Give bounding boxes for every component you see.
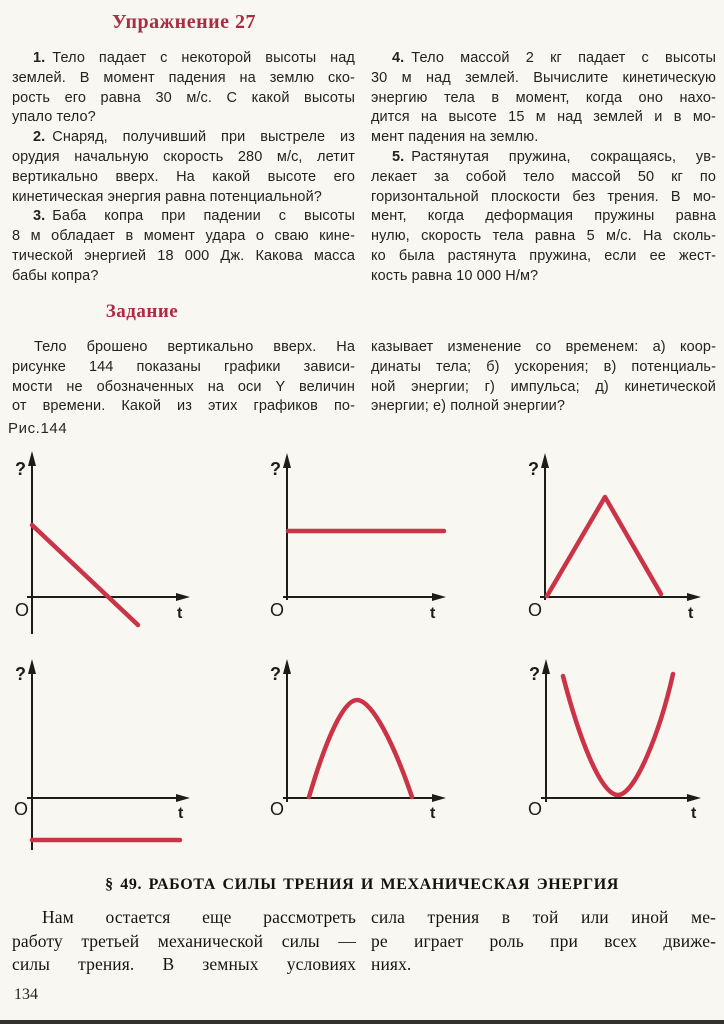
y-axis-label: ? [270, 664, 281, 684]
text-line: орудия начальную скорость 280 м/с, летит [12, 148, 355, 165]
y-axis-label: ? [15, 664, 26, 684]
text-line: горизонтальной плоскости без трения. В мо- [371, 188, 716, 205]
problem-text: Баба копра при падении с высоты [52, 208, 355, 225]
figure-graphs [0, 444, 724, 864]
problem-text-lines [371, 168, 716, 287]
y-axis-arrow-icon [283, 659, 291, 674]
origin-label: O [528, 600, 543, 620]
text-line: кинетическая энергия равна потенциальной? [12, 188, 322, 205]
text-line: работу третьей механической силы — [12, 930, 356, 951]
x-axis-arrow-icon [176, 794, 190, 802]
origin-label: O [270, 799, 285, 819]
text-line: Нам остается еще рассмотреть [42, 907, 356, 927]
curve-decreasing-line [32, 525, 138, 625]
curve-upward-parabola [563, 674, 673, 795]
problem-text-lines [371, 69, 716, 148]
text-line: ко была растянута пружина, если ее жест- [371, 247, 716, 264]
x-axis-arrow-icon [432, 593, 446, 601]
problem-first-line [371, 148, 716, 168]
figure-label: Рис.144 [8, 420, 68, 437]
x-axis-label: t [691, 805, 697, 822]
text-line: сила трения в той или иной ме- [371, 907, 716, 927]
text-line: мости не обозначенных на оси Y величин [12, 378, 355, 395]
y-axis-arrow-icon [28, 451, 36, 466]
graph-top-middle [270, 453, 446, 622]
problem-text: Растянутая пружина, сокращаясь, ув- [411, 148, 716, 165]
text-line: мент падения на землю. [371, 129, 539, 146]
graph-bottom-right [528, 659, 701, 822]
problem-first-line [12, 49, 355, 69]
graph-top-right [528, 453, 701, 622]
y-axis-arrow-icon [28, 659, 36, 674]
page-number: 134 [14, 986, 38, 1003]
text-line: энергии; е) полной энергии? [371, 398, 566, 415]
graph-bottom-left [14, 659, 190, 850]
problem-text-lines [12, 227, 355, 286]
origin-label: O [14, 799, 29, 819]
problem-number: 2. [33, 129, 46, 146]
x-axis-label: t [178, 805, 184, 822]
graph-bottom-middle [270, 659, 446, 822]
problem-text-lines [12, 69, 355, 128]
origin-label: O [528, 799, 543, 819]
x-axis-label: t [430, 805, 436, 822]
x-axis-arrow-icon [687, 593, 701, 601]
page-bottom-edge [0, 1020, 724, 1024]
task-title: Задание [105, 301, 179, 322]
problem-number: 5. [392, 148, 405, 165]
problem-2 [12, 128, 355, 207]
curve-triangle-peak [547, 497, 661, 596]
problem-text: Тело массой 2 кг падает с высоты [411, 50, 716, 66]
text-line: лекает за собой тело массой 50 кг по [371, 168, 716, 185]
text-line: ре играет роль при всех движе- [371, 930, 716, 951]
section-text-right [371, 906, 716, 977]
text-line: силы трения. В земных условиях [12, 954, 356, 974]
text-line: динаты тела; б) ускорения; в) потенциаль- [371, 358, 716, 375]
exercise-title: Упражнение 27 [111, 11, 256, 33]
text-line: рисунке 144 показаны графики зависи- [12, 358, 355, 375]
task-text-left [12, 338, 355, 417]
text-line: ниях. [371, 954, 412, 974]
x-axis-arrow-icon [176, 593, 190, 601]
problem-first-line [12, 128, 355, 148]
curve-inverted-parabola [309, 700, 412, 797]
text-line: рость его равна 30 м/с. С какой высоты [12, 89, 355, 106]
problem-number: 3. [33, 208, 46, 225]
problem-first-line [12, 207, 355, 227]
origin-label: O [270, 600, 285, 620]
y-axis-label: ? [15, 459, 26, 479]
problem-text: Тело падает с некоторой высоты над [52, 50, 355, 66]
text-line: вертикально вверх. На какой высоте его [12, 168, 355, 185]
section-text-left [12, 906, 356, 977]
text-line: нулю, скорость тела равна 5 м/с. На сколь- [371, 228, 716, 245]
problem-3 [12, 207, 355, 286]
origin-label: O [15, 600, 30, 620]
x-axis-label: t [688, 605, 694, 622]
y-axis-arrow-icon [541, 453, 549, 468]
section-heading: § 49. РАБОТА СИЛЫ ТРЕНИЯ И МЕХАНИЧЕСКАЯ ЭНЕРГИЯ [105, 876, 619, 893]
text-line: землей. В момент падения на землю ско- [12, 69, 355, 86]
problem-text: Снаряд, получивший при выстреле из [52, 129, 355, 146]
text-line: от времени. Какой из этих графиков по- [12, 398, 355, 415]
text-line: ной энергии; г) импульса; д) кинетической [371, 378, 716, 395]
problems-column-right [371, 49, 716, 287]
problem-number: 4. [392, 50, 405, 66]
text-line: казывает изменение со временем: а) коор- [371, 339, 716, 355]
text-line: 30 м над землей. Вычислите кинетическую [371, 69, 716, 86]
graph-top-left [15, 451, 190, 634]
y-axis-arrow-icon [542, 659, 550, 674]
problem-first-line [371, 49, 716, 69]
y-axis-arrow-icon [283, 453, 291, 468]
text-line: упало тело? [12, 109, 96, 126]
task-text-right [371, 338, 716, 417]
text-line: мент, когда деформация пружины равна [371, 208, 716, 225]
y-axis-label: ? [270, 459, 281, 479]
x-axis-arrow-icon [432, 794, 446, 802]
problem-1 [12, 49, 355, 128]
text-line: Тело брошено вертикально вверх. На [34, 339, 355, 355]
problem-5 [371, 148, 716, 287]
text-line: энергию тела в момент, когда оно нахо- [371, 89, 716, 106]
problems-column-left [12, 49, 355, 287]
x-axis-label: t [430, 605, 436, 622]
y-axis-label: ? [529, 664, 540, 684]
x-axis-label: t [177, 605, 183, 622]
y-axis-label: ? [528, 459, 539, 479]
problem-text-lines [12, 148, 355, 207]
text-line: 8 м обладает в момент удара о сваю кине- [12, 228, 355, 245]
text-line: дится на высоте 15 м над землей и в мо- [371, 109, 716, 126]
problem-4 [371, 49, 716, 148]
text-line: кость равна 10 000 Н/м? [371, 267, 539, 284]
problem-number: 1. [33, 50, 46, 66]
text-line: бабы копра? [12, 267, 99, 284]
text-line: тической энергией 18 000 Дж. Какова масса [12, 247, 355, 264]
x-axis-arrow-icon [687, 794, 701, 802]
